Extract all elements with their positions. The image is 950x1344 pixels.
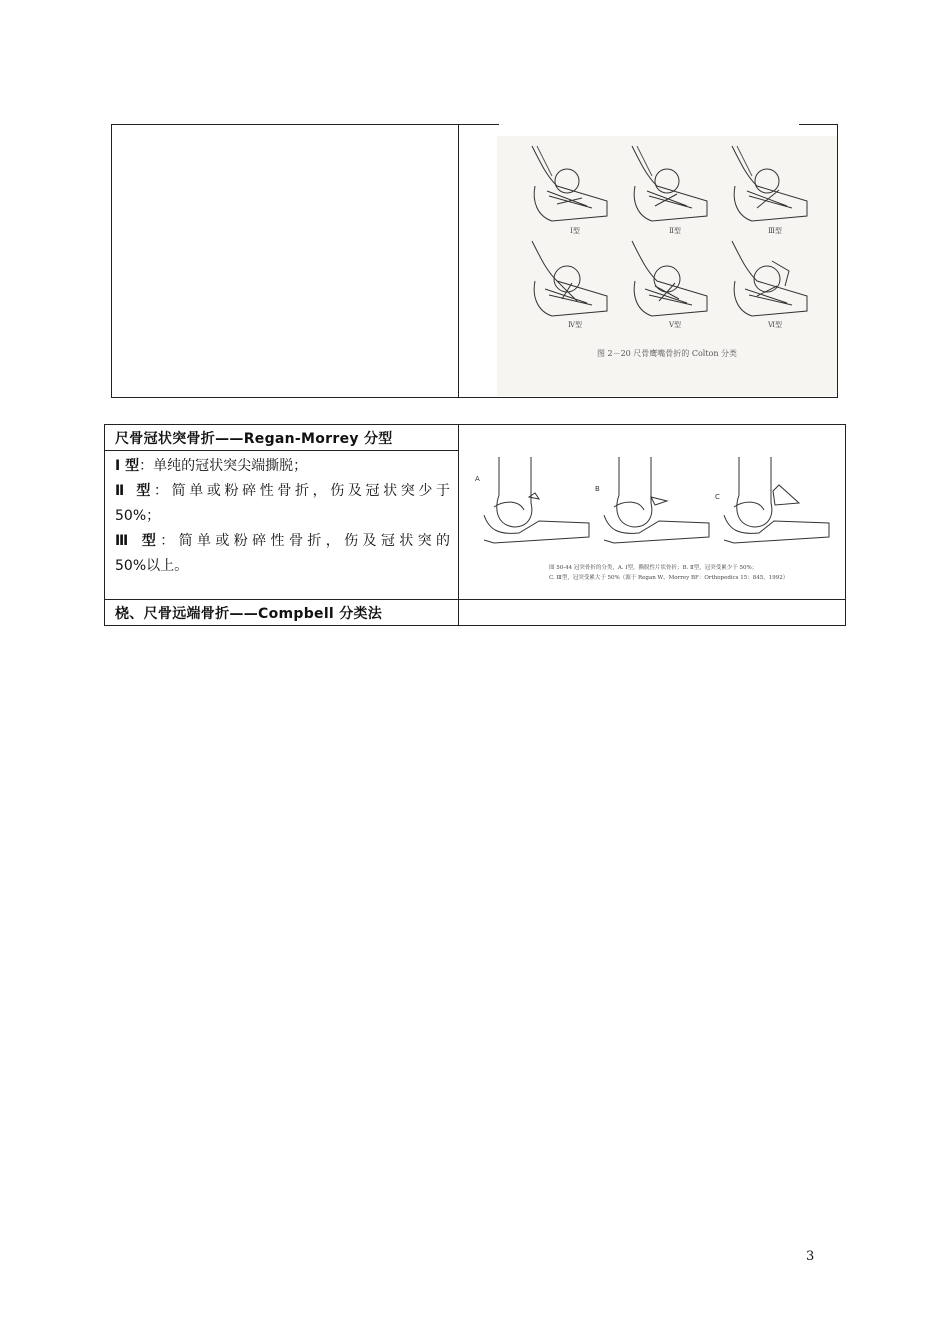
page-number: 3 [806,1249,815,1264]
compbell-title: 桡、尺骨远端骨折——Compbell 分类法 [115,606,383,622]
table-border [799,124,838,125]
coronoid-caption-line-2: C. Ⅲ型，冠突受累大于 50%（源于 Regan W，Morrey BF：Orthopedics 15：845，1992） [549,575,789,581]
elbow-sketches [497,136,837,346]
type-2-item [115,479,450,529]
type-1-desc: ：单纯的冠状突尖端撕脱； [139,458,308,474]
table-border [458,425,459,625]
regan-morrey-table [104,424,846,626]
type-6-label: Ⅵ型 [767,321,783,329]
type-1-label: Ⅰ 型 [115,458,140,474]
table-border [105,450,458,451]
regan-morrey-title: 尺骨冠状突骨折——Regan-Morrey 分型 [115,431,393,447]
type-5-label: Ⅴ型 [668,321,682,329]
type-1-label: Ⅰ型 [570,227,580,235]
coronoid-sketches [469,455,837,565]
figure-letter-a: A [475,475,480,483]
type-3-item [115,529,450,579]
type-2-label: Ⅱ型 [669,227,681,235]
table-border [105,599,845,600]
coronoid-caption-line-1: 图 50-44 冠突骨折的分类，A. Ⅰ型，撕脱性片状骨折；B. Ⅱ型，冠突受累少于 50%； [549,565,758,571]
type-3-desc-cont: 50%以上。 [115,558,189,574]
regan-morrey-list [115,454,450,579]
colton-figure-caption: 图 2－20 尺骨鹰嘴骨折的 Colton 分类 [596,349,738,358]
table-border [459,124,499,125]
type-4-label: Ⅳ型 [568,321,582,329]
type-3-label: Ⅲ 型 [115,533,161,549]
type-2-label: Ⅱ 型 [115,483,154,499]
figure-letter-b: B [595,485,600,493]
coronoid-classification-figure [469,455,837,591]
type-2-desc-cont: 50%； [115,508,161,524]
figure-letter-c: C [715,493,720,501]
type-3-label: Ⅲ型 [768,227,782,235]
colton-text-cell [111,124,459,398]
type-3-desc: ：简单或粉碎性骨折，伤及冠状突的 [160,533,451,549]
colton-table [111,124,838,398]
colton-classification-figure [497,136,837,396]
type-2-desc: ：简单或粉碎性骨折，伤及冠状突少于 [153,483,450,499]
type-1-item [115,454,450,479]
